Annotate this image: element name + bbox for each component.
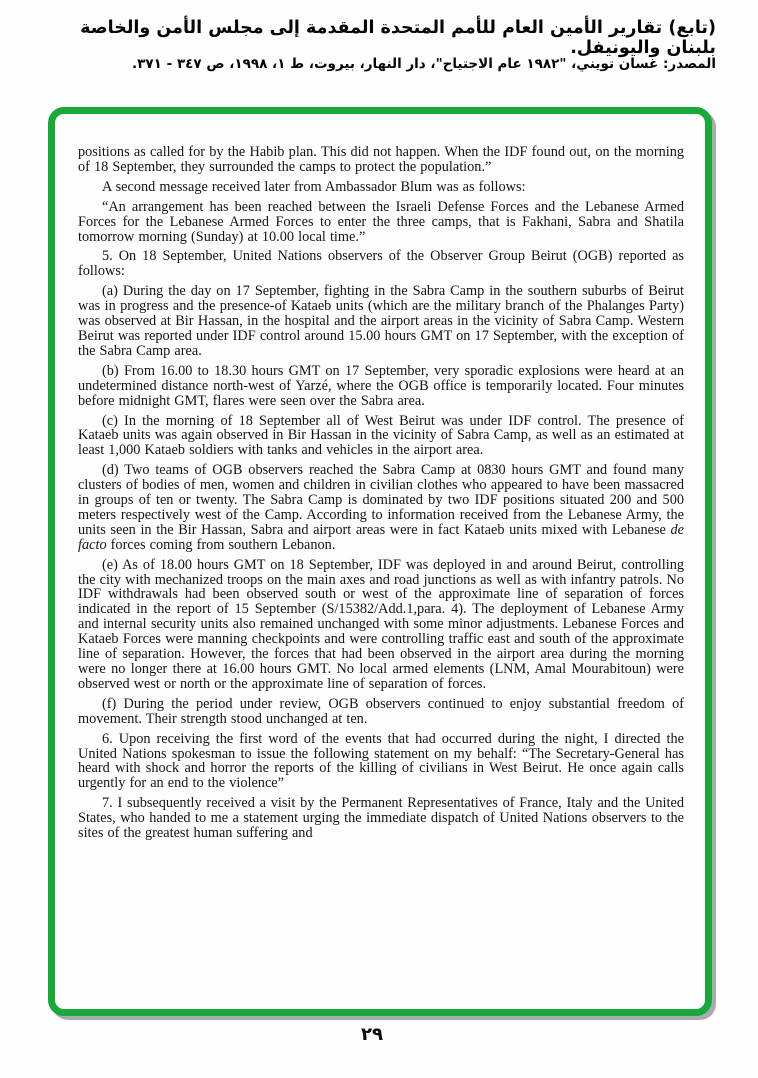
paragraph xyxy=(78,463,684,552)
text-segment: (c) In the morning of 18 September all of West Beirut was under IDF control. The presence of Kataeb units was again observed in Bir Hassan in the vicinity of Sabra Camp, as well as an estimated at least 1,000 Kataeb soldiers with tanks and vehicles in the airport area. xyxy=(78,412,684,459)
text-segment: “An arrangement has been reached between the Israeli Defense Forces and the Lebanese Armed Forces for the Lebanese Armed Forces to enter the three camps, that is Fakhani, Sabra and Shatila tomorrow morning (Sunday) at 10.00 local time.” xyxy=(78,198,684,245)
text-segment: A second message received later from Ambassador Blum was as follows: xyxy=(102,178,526,195)
text-segment: 5. On 18 September, United Nations observers of the Observer Group Beirut (OGB) reported as follows: xyxy=(78,248,684,280)
report-body-text xyxy=(78,145,684,841)
paragraph xyxy=(78,732,684,792)
text-segment: positions as called for by the Habib plan. This did not happen. When the IDF found out, on the morning of 18 September, they surrounded the camps to protect the population.” xyxy=(78,144,684,175)
paragraph xyxy=(78,796,684,841)
header-source-citation-arabic: المصدر: غسان تويني، "١٩٨٢ عام الاجتياح"، دار النهار، بيروت، ط ١، ١٩٩٨، ص ٣٤٧ - ٣٧١. xyxy=(132,56,716,72)
italic-text-segment: de facto xyxy=(78,521,684,553)
paragraph xyxy=(78,200,684,245)
paragraph xyxy=(78,145,684,175)
text-segment: (d) Two teams of OGB observers reached the Sabra Camp at 0830 hours GMT and found many clusters of bodies of men, women and children in civilian clothes who appeared to have been massacred in groups of ten or twenty. The Sabra Camp is dominated by two IDF positions situated 200 and 500 meters respectively west of the Camp. According to information received from the Lebanese Army, the units seen in the Bir Hassan, Sabra and airport areas were in fact Kataeb units mixed with Lebanese xyxy=(78,462,684,538)
paragraph xyxy=(78,364,684,409)
header-title-arabic: (تابع) تقارير الأمين العام للأمم المتحدة المقدمة إلى مجلس الأمن والخاصة بلبنان واليونيفل. xyxy=(80,18,716,58)
paragraph xyxy=(78,697,684,727)
paragraph xyxy=(78,284,684,359)
paragraph xyxy=(78,249,684,279)
paragraph xyxy=(78,558,684,692)
text-segment: (a) During the day on 17 September, fighting in the Sabra Camp in the southern suburbs of Beirut was in progress and the presence-of Kataeb units (which are the military branch of the Phalanges Party) was observed at Bir Hassan, in the hospital and the airport areas in the vicinity of Sabra Camp. Western Beirut was reported under IDF control around 15.00 hours GMT on 17 September, with the exception of the Sabra Camp area. xyxy=(78,283,684,359)
text-segment: (b) From 16.00 to 18.30 hours GMT on 17 September, very sporadic explosions were heard at an undetermined distance north-west of Yarzé, where the OGB office is temporarily located. Four minutes before midnight GMT, flares were seen over the Sabra area. xyxy=(78,362,684,409)
text-segment: (e) As of 18.00 hours GMT on 18 September, IDF was deployed in and around Beirut, controlling the city with mechanized troops on the main axes and road junctions as well as with infantry patrols. No IDF withdrawals had been observed south or west of the approximate line of separation of forces indicated in the report of 15 September (S/15382/Add.1,para. 4). The deployment of Lebanese Army and internal security units also remained unchanged with some minor adjustments. Lebanese Forces and Kataeb Forces were manning checkpoints and were controlling traffic east and south of the approximate line of separation. However, the forces that had been observed in the airport area during the morning were no longer there at 16.00 hours GMT. No local armed elements (LNM, Amal Mourabitoun) were observed west or north or the approximate line of separation of forces. xyxy=(78,556,684,692)
paragraph xyxy=(78,414,684,459)
page-number: ٢٩ xyxy=(361,1024,383,1045)
green-border-frame xyxy=(48,107,712,1016)
paragraph xyxy=(78,180,684,195)
text-segment: (f) During the period under review, OGB observers continued to enjoy substantial freedom of movement. Their strength stood unchanged at ten. xyxy=(78,695,684,727)
text-segment: 7. I subsequently received a visit by the Permanent Representatives of France, Italy and the United States, who handed to me a statement urging the immediate dispatch of United Nations observers to the sites of the greatest human suffering and xyxy=(78,795,684,842)
text-segment: forces coming from southern Lebanon. xyxy=(106,536,336,553)
text-segment: 6. Upon receiving the first word of the events that had occurred during the night, I directed the United Nations spokesman to issue the following statement on my behalf: “The Secretary-General has heard with shock and horror the reports of the killing of civilians in West Beirut. He once again calls urgently for an end to the violence” xyxy=(78,730,684,792)
